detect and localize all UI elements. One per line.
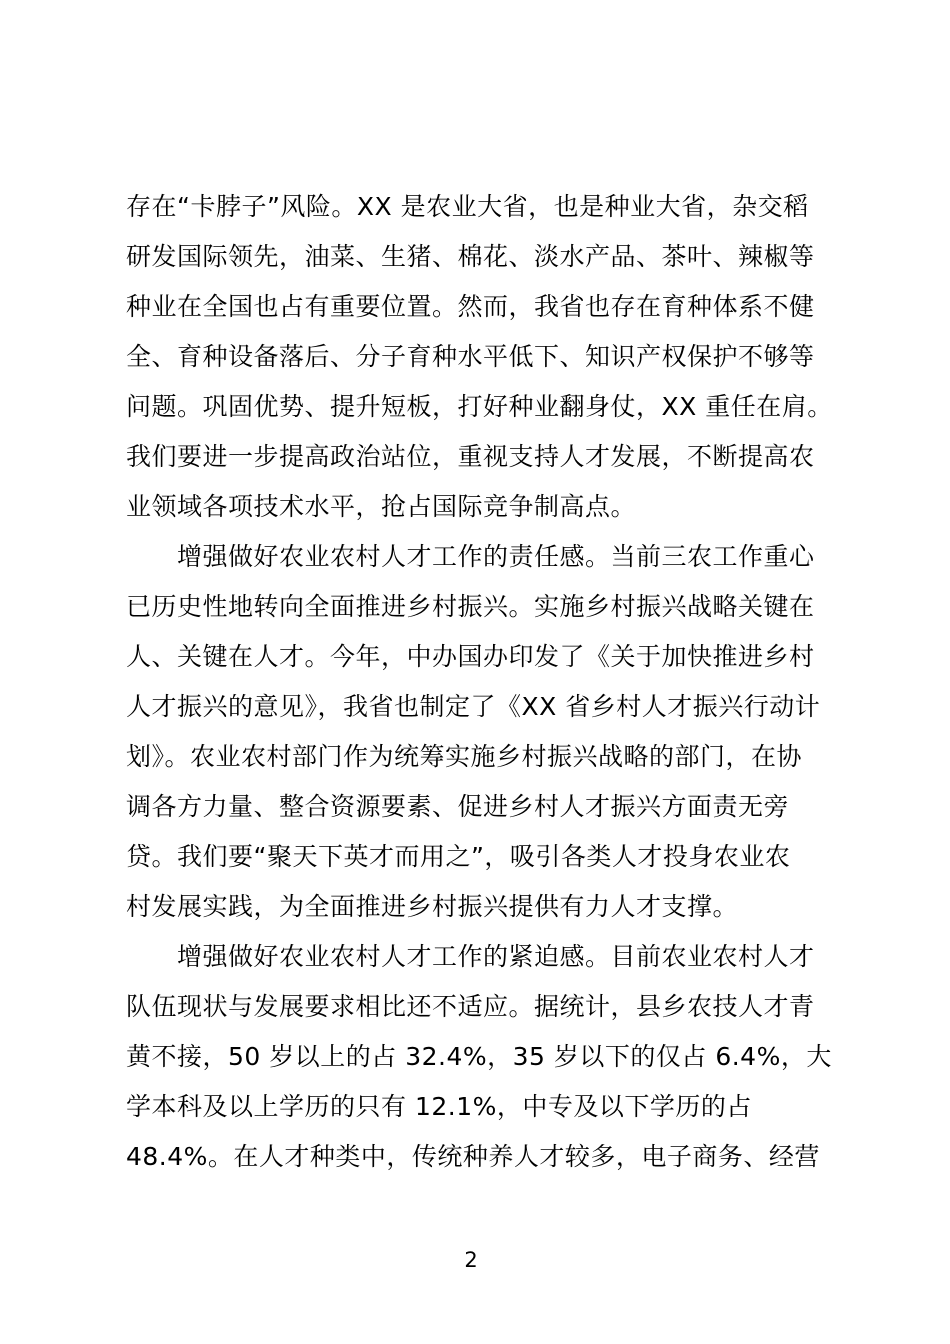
text-line: 调各方力量、整合资源要素、促进乡村人才振兴方面责无旁: [126, 792, 790, 821]
text-line: 48.4%。在人才种类中，传统种养人才较多，电子商务、经营: [126, 1142, 820, 1171]
body-text: [126, 182, 836, 1182]
text-line: 存在“卡脖子”风险。XX 是农业大省，也是种业大省，杂交稻: [126, 192, 809, 221]
text-line: 贷。我们要“聚天下英才而用之”，吸引各类人才投身农业农: [126, 842, 791, 871]
text-line: 我们要进一步提高政治站位，重视支持人才发展，不断提高农: [126, 442, 815, 471]
text-line: 问题。巩固优势、提升短板，打好种业翻身仗，XX 重任在肩。: [126, 392, 833, 421]
text-line: 全、育种设备落后、分子育种水平低下、知识产权保护不够等: [126, 342, 815, 371]
text-line: 黄不接，50 岁以上的占 32.4%，35 岁以下的仅占 6.4%，大: [126, 1042, 832, 1071]
text-line: 队伍现状与发展要求相比还不适应。据统计，县乡农技人才青: [126, 992, 815, 1021]
text-line: 增强做好农业农村人才工作的紧迫感。目前农业农村人才: [126, 942, 815, 971]
text-line: 研发国际领先，油菜、生猪、棉花、淡水产品、茶叶、辣椒等: [126, 242, 815, 271]
text-line: 村发展实践，为全面推进乡村振兴提供有力人才支撑。: [126, 892, 739, 921]
text-line: 人、关键在人才。今年，中办国办印发了《关于加快推进乡村: [126, 642, 815, 671]
text-line: 人才振兴的意见》，我省也制定了《XX 省乡村人才振兴行动计: [126, 692, 821, 721]
text-line: 业领域各项技术水平，抢占国际竞争制高点。: [126, 492, 637, 521]
text-line: 划》。农业农村部门作为统筹实施乡村振兴战略的部门，在协: [126, 742, 803, 771]
page-number: 2: [464, 1248, 478, 1272]
text-line: 已历史性地转向全面推进乡村振兴。实施乡村振兴战略关键在: [126, 592, 815, 621]
text-line: 增强做好农业农村人才工作的责任感。当前三农工作重心: [126, 542, 815, 571]
text-line: 学本科及以上学历的只有 12.1%，中专及以下学历的占: [126, 1092, 752, 1121]
text-line: 种业在全国也占有重要位置。然而，我省也存在育种体系不健: [126, 292, 815, 321]
